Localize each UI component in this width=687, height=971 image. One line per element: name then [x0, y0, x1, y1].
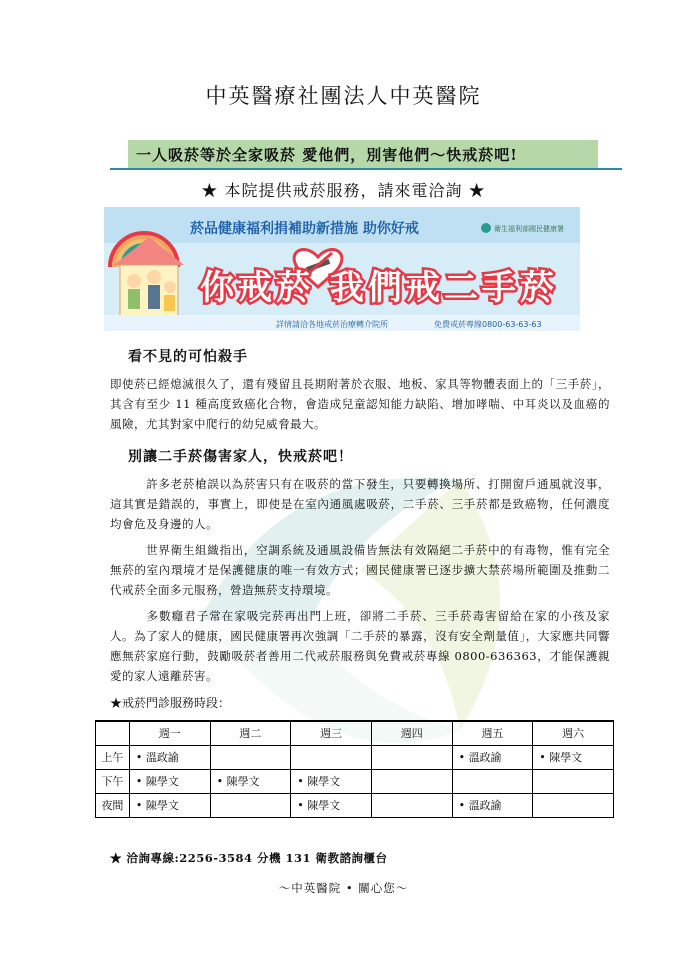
period-label: 下午 — [96, 769, 130, 793]
paragraph-smokers — [110, 606, 610, 686]
doctor-cell — [371, 793, 452, 817]
paragraph-who — [110, 540, 610, 600]
day-header: 週三 — [291, 721, 372, 745]
table-header-row — [96, 721, 614, 745]
doctor-cell: • 溫政諭 — [452, 793, 533, 817]
period-label: 上午 — [96, 745, 130, 769]
doctor-cell: • 陳學文 — [533, 745, 614, 769]
day-header: 週四 — [371, 721, 452, 745]
doctor-cell — [452, 769, 533, 793]
banner-footer-right: 免費戒菸專線0800-63-63-63 — [434, 320, 542, 329]
clinic-hours-label: ★戒菸門診服務時段： — [110, 696, 231, 710]
contact-hotline: ★ 洽詢專線:2256-3584 分機 131 衛教諮詢櫃台 — [110, 851, 388, 865]
banner-main-text: 你戒菸 我們戒二手菸 — [200, 268, 558, 308]
day-header: 週五 — [452, 721, 533, 745]
doctor-cell — [291, 745, 372, 769]
doctor-cell: • 陳學文 — [210, 769, 291, 793]
divider-line — [110, 168, 622, 170]
day-header: 週二 — [210, 721, 291, 745]
doctor-cell: • 陳學文 — [291, 769, 372, 793]
doctor-cell — [533, 769, 614, 793]
paragraph-text: 許多老菸槍誤以為菸害只有在吸菸的當下發生，只要轉換場所、打開窗戶通風就沒事，這其實是錯誤的，事實上，即使是在室內通風處吸菸，二手菸、三手菸都是致癌物，任何濃度均會危及身邊的人。 — [110, 477, 610, 531]
banner-footer-left: 詳情請洽各地戒菸治療轉介院所 — [276, 320, 388, 329]
service-notice: ★ 本院提供戒菸服務，請來電洽詢 ★ — [201, 181, 486, 200]
day-header: 週一 — [129, 721, 210, 745]
doctor-cell: • 溫政諭 — [129, 745, 210, 769]
section-body-thirdhand-smoke: 即使菸已經熄滅很久了，還有殘留且長期附著於衣服、地板、家具等物體表面上的「三手菸」，其含有至少 11 種高度致癌化合物，會造成兒童認知能力缺陷、增加哮喘、中耳炎以及血癌的風險，尤其對家中爬行的幼兒威脅最大。 — [110, 377, 610, 431]
doctor-cell: • 陳學文 — [291, 793, 372, 817]
doctor-cell — [371, 745, 452, 769]
doctor-cell — [371, 769, 452, 793]
table-row — [96, 793, 614, 817]
table-corner-cell — [96, 721, 130, 745]
doctor-cell — [210, 793, 291, 817]
doctor-cell — [533, 793, 614, 817]
paragraph-text: 世界衛生組織指出，空調系統及通風設備皆無法有效隔絕二手菸中的有毒物，惟有完全無菸的室內環境才是保護健康的唯一有效方式；國民健康署已逐步擴大禁菸場所範圍及推動二代戒菸全面多元服務，營造無菸支持環境。 — [110, 543, 610, 597]
ministry-logo-text: 衛生福利部國民健康署 — [494, 225, 564, 233]
period-label: 夜間 — [96, 793, 130, 817]
section-heading-invisible-killer: 看不見的可怕殺手 — [128, 349, 248, 365]
banner-headline: 菸品健康福利捐補助新措施 助你好戒 — [190, 221, 419, 237]
campaign-banner-image — [104, 207, 580, 331]
clinic-hours-table — [95, 720, 614, 818]
paragraph-text: 多數癮君子常在家吸完菸再出門上班，卻將二手菸、三手菸毒害留給在家的小孩及家人。為了家人的健康，國民健康署再次強調「二手菸的暴露，沒有安全劑量值」，大家應共同響應無菸家庭行動，鼓勵吸菸者善用二代戒菸服務與免費戒菸專線 0800-636363，才能保護親愛的家人遠離菸害。 — [110, 609, 610, 683]
ministry-logo-icon — [481, 223, 491, 233]
doctor-cell: • 溫政諭 — [452, 745, 533, 769]
doctor-cell — [210, 745, 291, 769]
doctor-cell: • 陳學文 — [129, 793, 210, 817]
slogan-banner: 一人吸菸等於全家吸菸 愛他們，別害他們～快戒菸吧! — [128, 140, 598, 168]
doctor-cell: • 陳學文 — [129, 769, 210, 793]
table-row — [96, 769, 614, 793]
paragraph-misconception — [110, 474, 610, 534]
footer-tagline: ～中英醫院 • 關心您～ — [278, 881, 409, 895]
table-row — [96, 745, 614, 769]
day-header: 週六 — [533, 721, 614, 745]
page-title: 中英醫療社團法人中英醫院 — [205, 84, 482, 108]
section-heading-quit-smoking: 別讓二手菸傷害家人，快戒菸吧！ — [128, 449, 353, 465]
